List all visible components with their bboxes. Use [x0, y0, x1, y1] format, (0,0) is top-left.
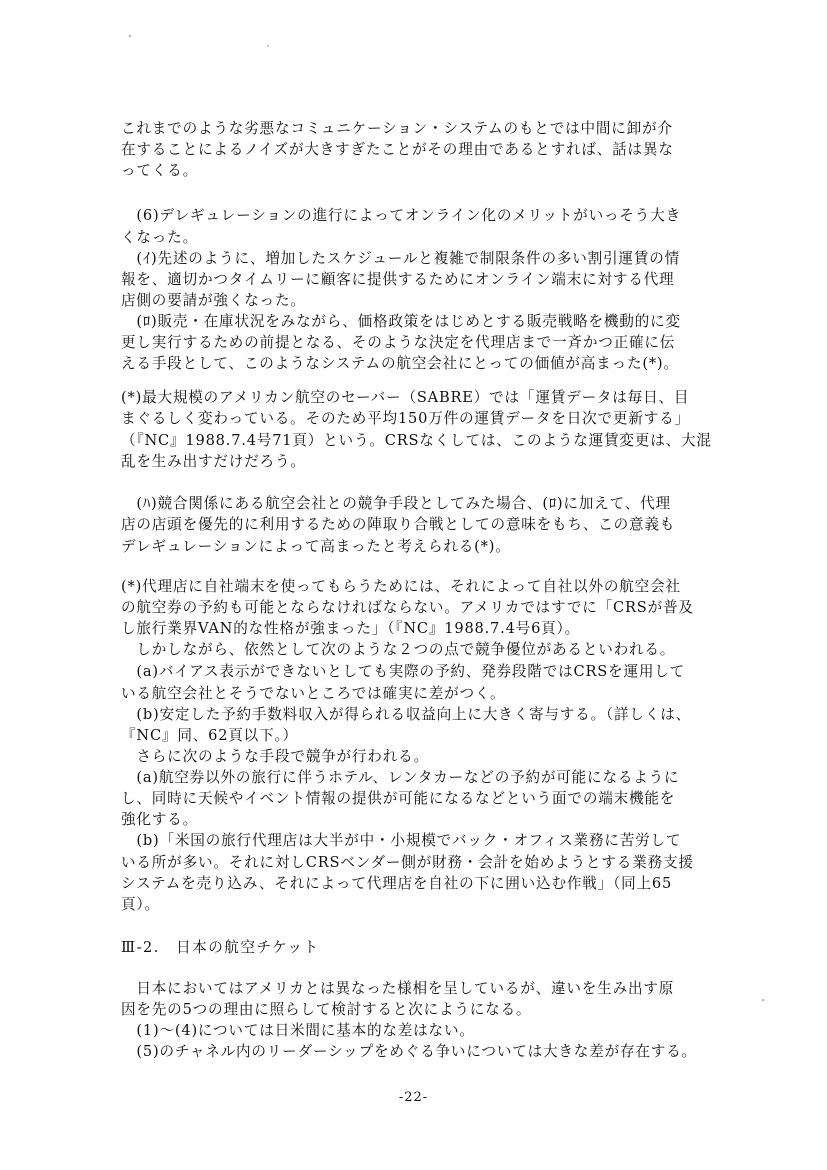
text-line: （『NC』1988.7.4号71頁）という。CRSなくしては、このような運賃変更は、大混	[121, 432, 712, 449]
text-line: (b)「米国の旅行代理店は大半が中・小規模でバック・オフィス業務に苦労して	[121, 832, 682, 849]
text-line: これまでのような劣悪なコミュニケーション・システムのもとでは中間に卸が介	[121, 120, 673, 137]
text-line: (ﾛ)販売・在庫状況をみながら、価格政策をはじめとする販売戦略を機動的に変	[121, 313, 681, 330]
text-line: (ｲ)先述のように、増加したスケジュールと複雑で制限条件の多い割引運賃の情	[121, 250, 680, 267]
text-line: 『NC』同、62頁以下。）	[121, 727, 298, 744]
text-line: 乱を生み出すだけだろう。	[121, 453, 306, 470]
text-line: 日本においてはアメリカとは異なった様相を呈しているが、違いを生み出す原	[121, 980, 675, 997]
text-line: システムを売り込み、それによって代理店を自社の下に囲い込む作戦」（同上65	[121, 875, 673, 892]
text-line: しかしながら、依然として次のような２つの点で競争優位があるといわれる。	[121, 641, 676, 658]
text-line: (b)安定した予約手数料収入が得られる収益向上に大きく寄与する。（詳しくは、	[121, 706, 692, 723]
text-line: の航空券の予約も可能とならなければならない。アメリカではすでに「CRSが普及	[121, 599, 694, 616]
text-line: (5)のチャネル内のリーダーシップをめぐる争いについては大きな差が存在する。	[121, 1043, 697, 1060]
text-line: (*)代理店に自社端末を使ってもらうためには、それによって自社以外の航空会社	[121, 578, 681, 595]
page-number: -22-	[398, 1090, 429, 1105]
text-line: (ﾊ)競合関係にある航空会社との競争手段としてみた場合、(ﾛ)に加えて、代理	[121, 495, 671, 512]
text-line: 頁）。	[121, 896, 160, 913]
text-line: 店の店頭を優先的に利用するための陣取り合戦としての意味をもち、この意義も	[121, 516, 676, 533]
text-line: える手段として、このようなシステムの航空会社にとっての価値が高まった(*)。	[121, 355, 679, 372]
text-line: (*)最大規模のアメリカン航空のセーバー（SABRE）では「運賃データは毎日、目	[121, 389, 690, 406]
text-line: 店側の要請が強くなった。	[121, 292, 306, 309]
text-line: まぐるしく変わっている。そのため平均150万件の運賃データを日次で更新する」	[121, 410, 690, 427]
text-line: デレギュレーションによって高まったと考えられる(*)。	[121, 538, 511, 555]
text-line: し旅行業界VAN的な性格が強まった」（『NC』1988.7.4号6頁）。	[121, 620, 581, 637]
text-line: 強化する。	[121, 811, 198, 828]
text-line: 在することによるノイズが大きすぎたことがその理由であるとすれば、話は異な	[121, 141, 674, 158]
text-line: 報を、適切かつタイムリーに顧客に提供するためにオンライン端末に対する代理	[121, 271, 675, 288]
text-line: ってくる。	[121, 162, 198, 179]
text-line: し、同時に天候やイベント情報の提供が可能になるなどという面での端末機能を	[121, 790, 676, 807]
text-line: 更し実行するための前提となる、そのような決定を代理店まで一斉かつ正確に伝	[121, 334, 676, 351]
text-line: (6)デレギュレーションの進行によってオンライン化のメリットがいっそう大き	[121, 207, 681, 224]
section-heading: Ⅲ-2. 日本の航空チケット	[121, 939, 320, 956]
text-line: さらに次のような手段で競争が行われる。	[121, 748, 429, 765]
text-line: 因を先の5つの理由に照らして検討すると次にようになる。	[121, 1001, 532, 1018]
text-line: いる所が多い。それに対しCRSベンダー側が財務・会計を始めようとする業務支援	[121, 854, 694, 871]
text-line: (a)バイアス表示ができないとしても実際の予約、発券段階ではCRSを運用して	[121, 663, 686, 680]
text-line: いる航空会社とそうでないところでは確実に差がつく。	[121, 685, 506, 702]
text-line: (1)～(4)については日米間に基本的な差はない。	[121, 1022, 475, 1039]
text-line: (a)航空券以外の旅行に伴うホテル、レンタカーなどの予約が可能になるように	[121, 769, 680, 786]
text-line: くなった。	[121, 229, 198, 246]
